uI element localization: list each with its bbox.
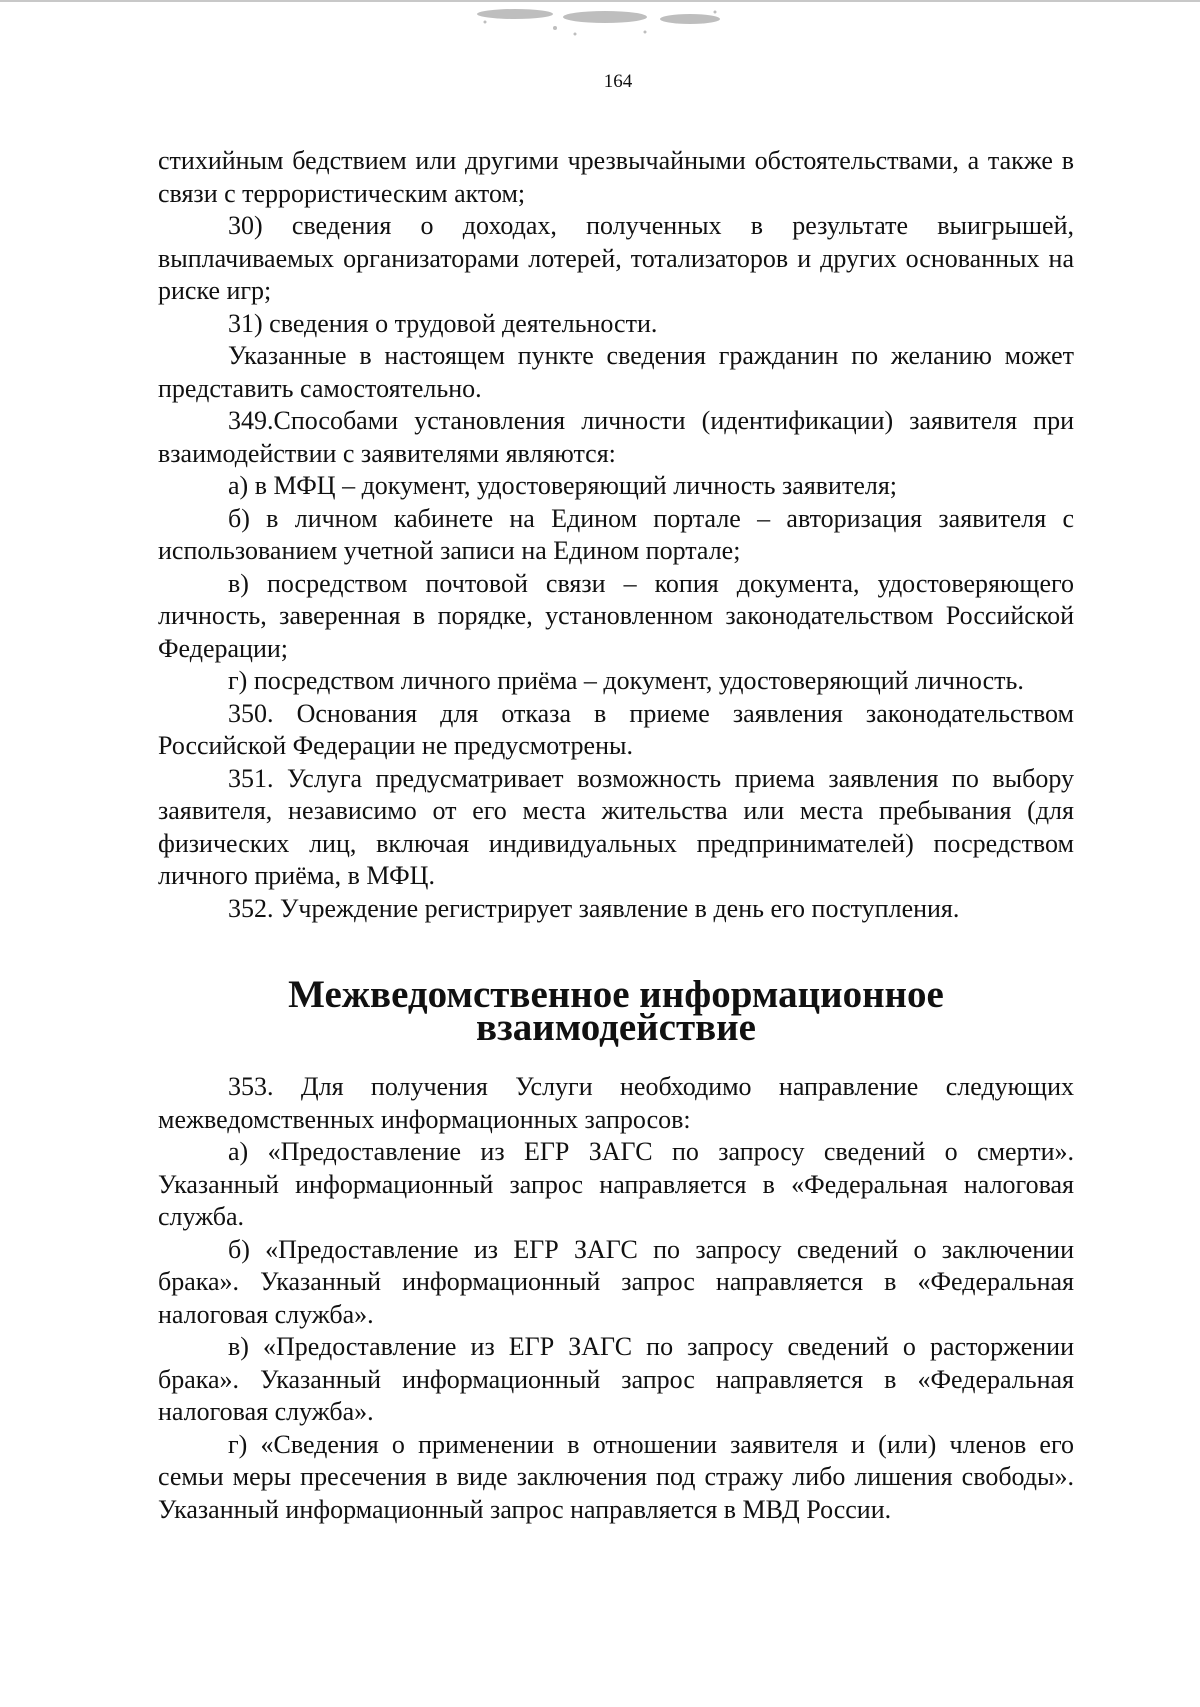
section-heading: Межведомственное информационное взаимодействие [288,973,944,1049]
paragraph-continuation: стихийным бедствием или другими чрезвычайными обстоятельствами, а также в связи с террористическим актом; [158,146,1074,208]
paragraph-353-b: б) «Предоставление из ЕГР ЗАГС по запросу сведений о заключении брака». Указанный информационный запрос направляется в «Федеральная налоговая служба». [158,1234,1074,1329]
paragraph-353-a: а) «Предоставление из ЕГР ЗАГС по запросу сведений о смерти». Указанный информационный запрос направляется в «Федеральная налоговая служба. [158,1137,1074,1231]
paragraph-349: 349.Способами установления личности (идентификации) заявителя при взаимодействии с заявителями являются: [158,406,1074,468]
paragraph-353-g: г) «Сведения о применении в отношении заявителя и (или) членов его семьи меры пресечения в виде заключения под стражу либо лишения свободы». Указанный информационный запрос направляется в МВД России. [158,1429,1074,1524]
paragraph-350: 350. Основания для отказа в приеме заявления законодательством Российской Федерации не предусмотрены. [158,698,1074,760]
paragraph-item-31: 31) сведения о трудовой деятельности. [228,308,658,338]
page-number: 164 [603,71,633,92]
paragraph-349-g: г) посредством личного приёма – документ, удостоверяющий личность. [228,666,1024,695]
paragraph-351: 351. Услуга предусматривает возможность приема заявления по выбору заявителя, независимо от его места жительства или места пребывания (для физических лиц, включая индивидуальных предпринимателей) посредством личного приёма, в МФЦ. [158,763,1074,890]
document-body [158,145,1074,1526]
scan-noise-mark [455,4,745,44]
paragraph-item-30: 30) сведения о доходах, полученных в результате выигрышей, выплачиваемых организаторами лотерей, тотализаторов и других основанных на риске игр; [158,211,1074,305]
paragraph-352: 352. Учреждение регистрирует заявление в день его поступления. [228,893,960,923]
paragraph-note: Указанные в настоящем пункте сведения гражданин по желанию может представить самостоятельно. [158,341,1074,403]
paragraph-349-v: в) посредством почтовой связи – копия документа, удостоверяющего личность, заверенная в порядке, установленном законодательством Российской Федерации; [158,568,1074,663]
paragraph-353-v: в) «Предоставление из ЕГР ЗАГС по запросу сведений о расторжении брака». Указанный информационный запрос направляется в «Федеральная налоговая служба». [158,1332,1074,1426]
paragraph-353: 353. Для получения Услуги необходимо направление следующих межведомственных информационных запросов: [158,1072,1074,1134]
scan-border-line [0,0,1200,2]
paragraph-349-a: а) в МФЦ – документ, удостоверяющий личность заявителя; [228,471,898,500]
paragraph-349-b: б) в личном кабинете на Едином портале – авторизация заявителя с использованием учетной записи на Едином портале; [158,503,1074,565]
